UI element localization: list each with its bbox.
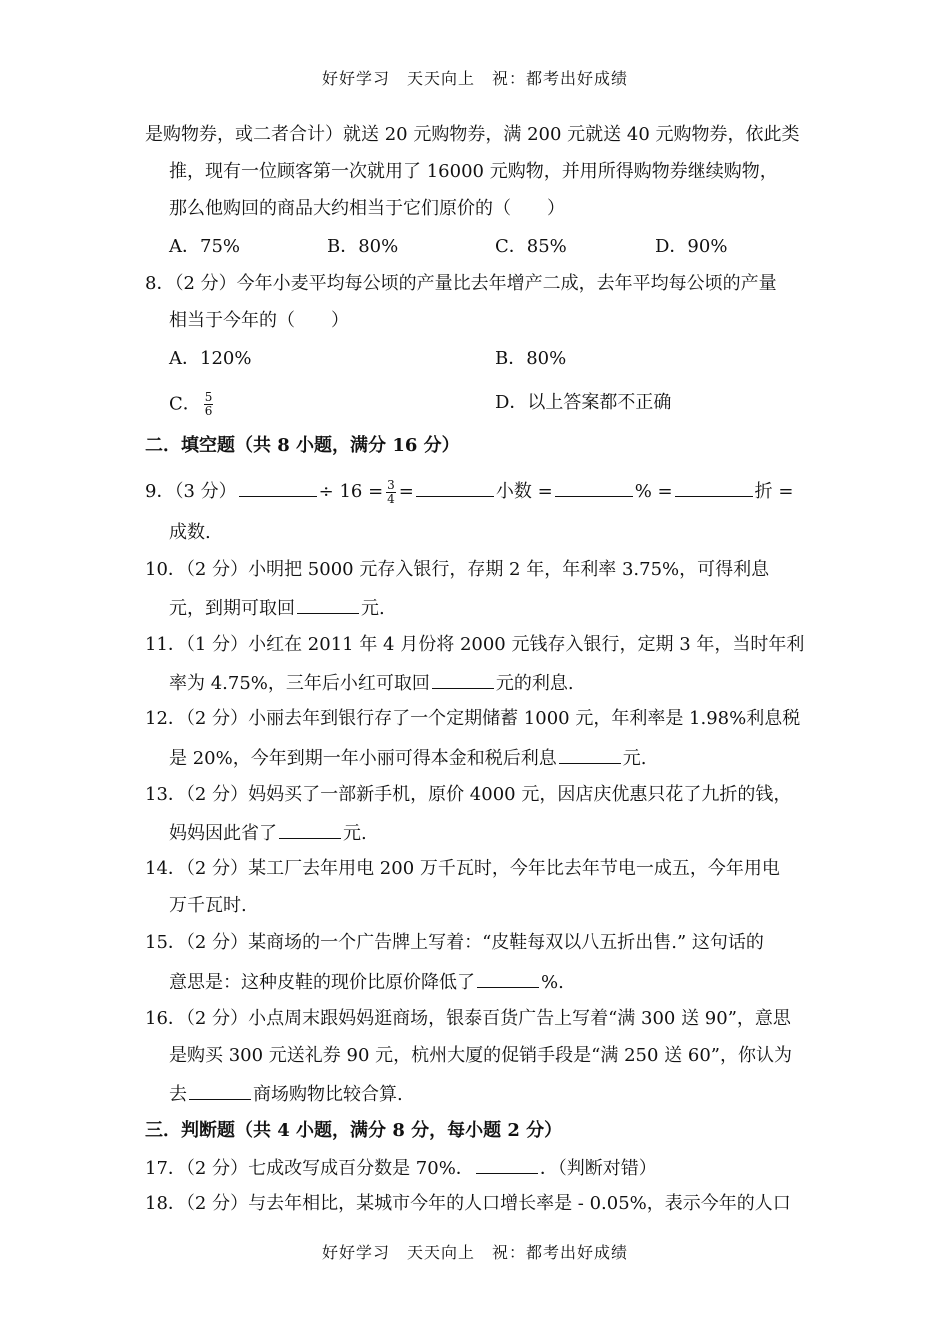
q9-percent: % = [634,481,673,502]
fraction-denominator: 6 [204,404,213,418]
q9-decimal: 小数 = [495,481,553,502]
q15-text-b: %. [541,972,564,993]
q9-line-2: 成数. [169,522,211,543]
q17-text-b: ．（判断对错） [539,1158,657,1179]
q16-text-a: 去 [169,1084,187,1105]
q16-line-1: 16．（2 分）小点周末跟妈妈逛商场，银泰百货广告上写着“满 300 送 90”，意思 [145,1008,791,1029]
q9-equals: = [398,481,414,502]
q16-line-3 [169,1081,403,1107]
fraction-numerator: 3 [387,477,395,492]
q12-line-1: 12．（2 分）小丽去年到银行存了一个定期储蓄 1000 元，年利率是 1.98%利息税 [145,708,801,729]
q14-line-2: 万千瓦时. [169,895,247,916]
q8-option-c-label: C． [169,393,201,415]
q13-line-1: 13．（2 分）妈妈买了一部新手机，原价 4000 元，因店庆优惠只花了九折的钱， [145,784,792,805]
q9-divide: ÷ 16 = [318,481,384,502]
q13-text-a: 妈妈因此省了 [169,823,277,844]
page-footer: 好好学习 天天向上 祝：都考出好成绩 [321,1243,628,1262]
q15-line-2 [169,969,564,995]
q9-line-1 [145,478,793,506]
answer-blank [559,745,621,764]
section-2-heading: 二．填空题（共 8 小题，满分 16 分） [145,435,460,456]
answer-blank [239,478,317,497]
q8-line-1: 8．（2 分）今年小麦平均每公顷的产量比去年增产二成，去年平均每公顷的产量 [145,273,777,294]
q13-text-b: 元. [343,823,367,844]
answer-blank [555,478,633,497]
q11-line-2 [169,670,574,696]
q12-text-a: 是 20%，今年到期一年小丽可得本金和税后利息 [169,748,557,769]
q7-option-d: D．90% [655,236,728,257]
q16-line-2: 是购买 300 元送礼券 90 元，杭州大厦的促销手段是“满 250 送 60”，你认为 [169,1045,792,1066]
q17-line-1 [145,1155,657,1181]
answer-blank [189,1081,251,1100]
q7-line-1: 是购物券，或二者合计）就送 20 元购物券，满 200 元就送 40 元购物券，依此类 [145,124,800,145]
answer-blank [279,820,341,839]
q8-option-c [169,391,216,418]
q16-text-b: 商场购物比较合算. [253,1084,403,1105]
q11-text-a: 率为 4.75%，三年后小红可取回 [169,673,430,694]
q7-option-c: C．85% [495,236,567,257]
q7-line-3: 那么他购回的商品大约相当于它们原价的（ ） [169,198,565,219]
page-header: 好好学习 天天向上 祝：都考出好成绩 [321,69,628,88]
q8-option-d: D．以上答案都不正确 [495,392,672,413]
answer-blank [432,670,494,689]
q9-prefix: 9．（3 分） [145,481,237,502]
q10-line-2 [169,595,385,621]
q7-line-2: 推，现有一位顾客第一次就用了 16000 元购物，并用所得购物券继续购物， [169,161,778,182]
q15-line-1: 15．（2 分）某商场的一个广告牌上写着：“皮鞋每双以八五折出售.” 这句话的 [145,932,764,953]
q8-line-2: 相当于今年的（ ） [169,310,349,331]
answer-blank [476,1155,538,1174]
q18-line-1: 18．（2 分）与去年相比，某城市今年的人口增长率是 - 0.05%，表示今年的人口 [145,1193,791,1214]
q12-line-2 [169,745,646,771]
answer-blank [297,595,359,614]
answer-blank [675,478,753,497]
section-3-heading: 三．判断题（共 4 小题，满分 8 分，每小题 2 分） [145,1120,563,1141]
q14-line-1: 14．（2 分）某工厂去年用电 200 万千瓦时，今年比去年节电一成五，今年用电 [145,858,780,879]
q9-zhe: 折 = [754,481,794,502]
answer-blank [477,969,539,988]
q10-line-1: 10．（2 分）小明把 5000 元存入银行，存期 2 年，年利率 3.75%，可得利息 [145,559,770,580]
fraction-numerator: 5 [204,390,213,404]
q11-line-1: 11．（1 分）小红在 2011 年 4 月份将 2000 元钱存入银行，定期 3 年，当时年利 [145,634,805,655]
q12-text-b: 元. [622,748,647,769]
q8-option-a: A．120% [169,348,252,369]
q11-text-b: 元的利息. [495,673,574,694]
q15-text-a: 意思是：这种皮鞋的现价比原价降低了 [169,972,475,993]
q17-text-a: 17．（2 分）七成改写成百分数是 70%． [145,1158,474,1179]
q13-line-2 [169,820,367,846]
fraction [386,479,396,506]
fraction [204,391,214,418]
q10-text-b: 元. [361,598,385,619]
q7-option-b: B．80% [327,236,399,257]
answer-blank [416,478,494,497]
fraction-denominator: 4 [387,491,395,506]
q8-option-b: B．80% [495,348,567,369]
q10-text-a: 元，到期可取回 [169,598,295,619]
q7-option-a: A．75% [169,236,241,257]
